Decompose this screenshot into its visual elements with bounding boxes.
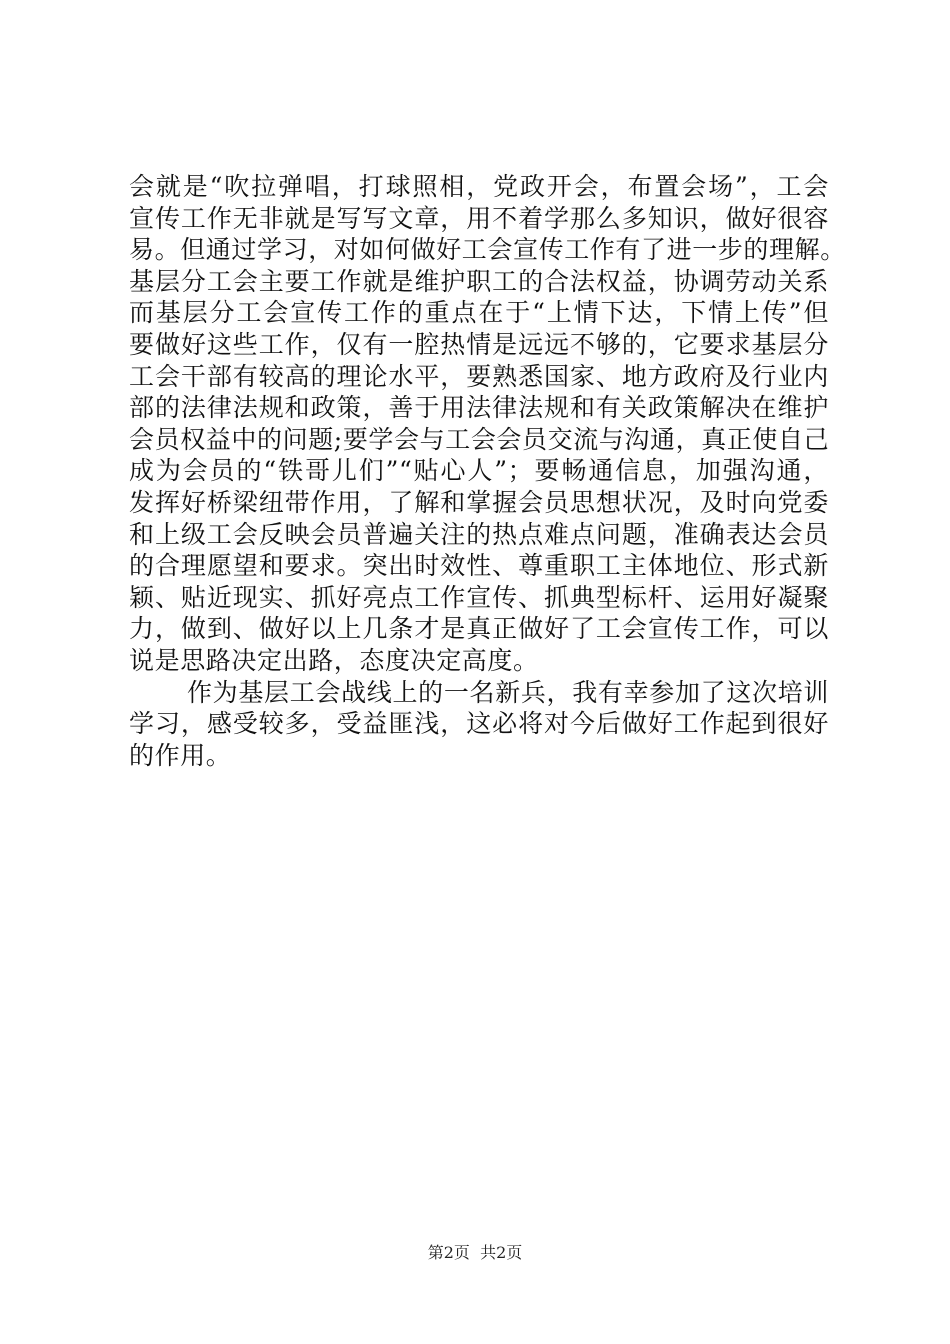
text-line: 易。但通过学习，对如何做好工会宣传工作有了进一步的理解。 xyxy=(129,235,846,265)
text-line: 部的法律法规和政策，善于用法律法规和有关政策解决在维护 xyxy=(129,393,829,423)
text-line: 基层分工会主要工作就是维护职工的合法权益，协调劳动关系 xyxy=(129,266,829,296)
text-line: 的作用。 xyxy=(129,740,232,770)
text-line: 和上级工会反映会员普遍关注的热点难点问题，准确表达会员 xyxy=(129,519,829,549)
text-line: 作为基层工会战线上的一名新兵，我有幸参加了这次培训 xyxy=(187,677,829,707)
text-line: 会员权益中的问题;要学会与工会会员交流与沟通，真正使自己 xyxy=(129,424,830,454)
text-line: 发挥好桥梁纽带作用，了解和掌握会员思想状况，及时向党委 xyxy=(129,487,829,517)
text-line: 成为会员的“铁哥儿们”“贴心人”；要畅通信息，加强沟通， xyxy=(129,456,829,486)
paragraph-2 xyxy=(129,677,829,772)
text-line: 学习，感受较多，受益匪浅，这必将对今后做好工作起到很好 xyxy=(129,709,829,739)
page-label-suffix: 页 xyxy=(506,1243,523,1262)
text-line: 宣传工作无非就是写写文章，用不着学那么多知识，做好很容 xyxy=(129,203,829,233)
text-line: 说是思路决定出路，态度决定高度。 xyxy=(129,645,539,675)
paragraph-1 xyxy=(129,171,846,677)
text-line: 要做好这些工作，仅有一腔热情是远远不够的，它要求基层分 xyxy=(129,329,829,359)
text-line: 的合理愿望和要求。突出时效性、尊重职工主体地位、形式新 xyxy=(129,551,829,581)
text-line: 工会干部有较高的理论水平，要熟悉国家、地方政府及行业内 xyxy=(129,361,829,391)
page-label-mid: 页 共 xyxy=(453,1243,497,1262)
text-line: 颖、贴近现实、抓好亮点工作宣传、抓典型标杆、运用好凝聚 xyxy=(129,582,829,612)
text-line: 会就是“吹拉弹唱，打球照相，党政开会，布置会场”，工会 xyxy=(129,172,829,201)
text-line: 而基层分工会宣传工作的重点在于“上情下达，下情上传”但 xyxy=(129,298,829,328)
text-line: 力，做到、做好以上几条才是真正做好了工会宣传工作，可以 xyxy=(129,614,829,644)
body-text xyxy=(129,171,846,771)
current-page-number: 2 xyxy=(443,1243,454,1262)
page-label-prefix: 第 xyxy=(427,1243,444,1262)
page-footer xyxy=(0,1243,950,1263)
total-pages-number: 2 xyxy=(496,1243,507,1262)
